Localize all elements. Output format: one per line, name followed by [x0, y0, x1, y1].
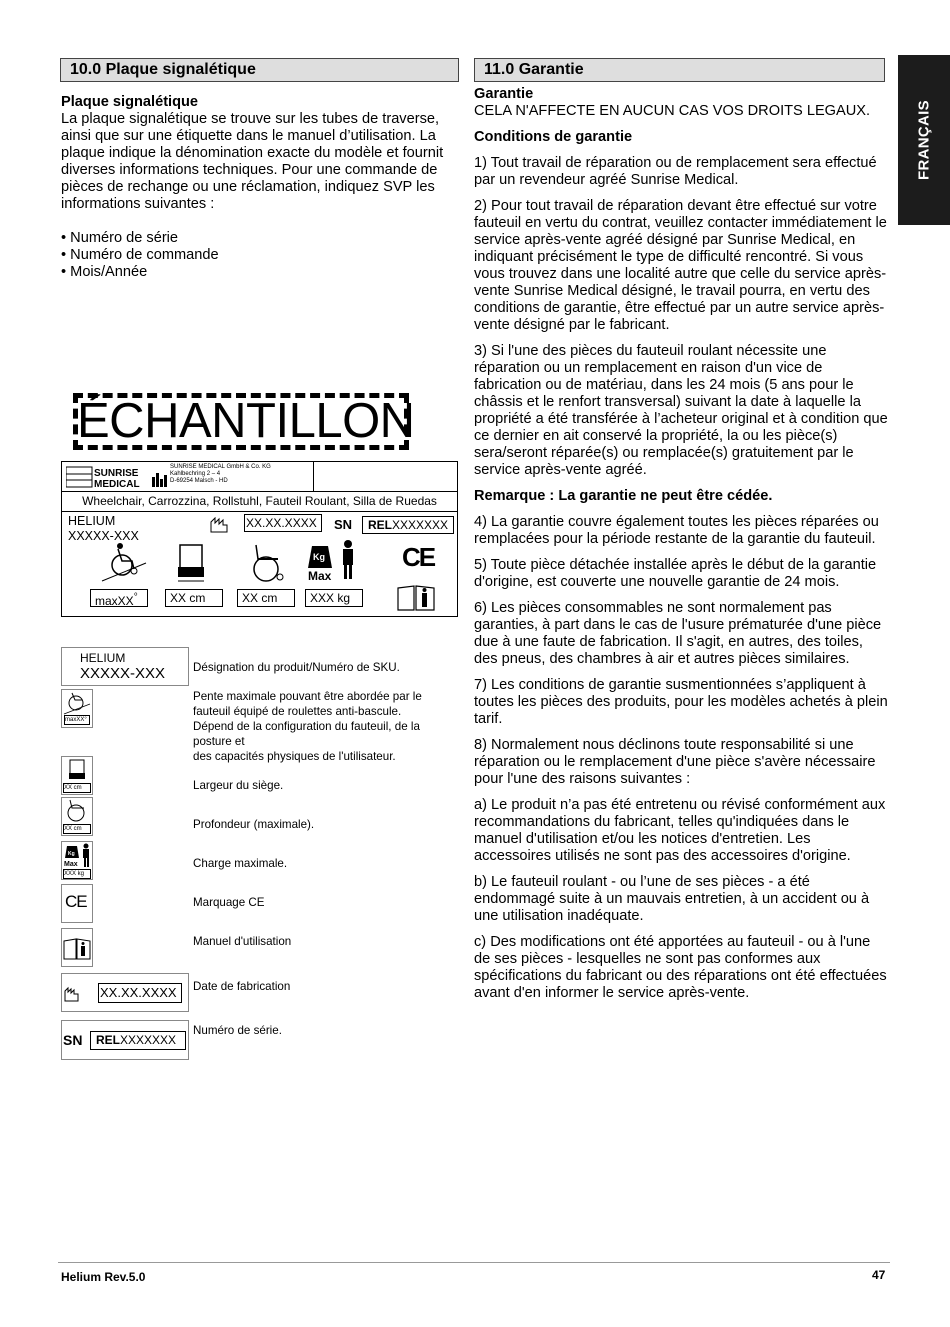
ce-mark-icon: CE [402, 542, 435, 572]
warranty-text-column [474, 86, 888, 1011]
warranty-p7: 7) Les conditions de garantie susmentionnées s’appliquent à toutes les pièces des produits, pour les modèles achetés à plein tarif. [474, 677, 888, 727]
warranty-pc: c) Des modifications ont été apportées au fauteuil - ou à l'une de ses pièces - lesquelles ne sont pas conformes aux spécifications du fabricant ou des réparations ont été effectuées avant d'en informer le service après-vente. [474, 934, 887, 1001]
legend-text-seat-width: Largeur du siège. [193, 779, 284, 792]
legend-slope-icon [61, 689, 93, 728]
legend-rel-box [90, 1031, 186, 1050]
legend-model-icon [61, 647, 189, 686]
nameplate-subtitle: Plaque signalétique [61, 94, 199, 110]
plate-rel [362, 516, 454, 534]
footer-document: Helium Rev.5.0 [61, 1270, 146, 1284]
legend-rel-prefix: REL [96, 1033, 120, 1047]
legend-date-icon [61, 973, 189, 1012]
warranty-p3: 3) Si l'une des pièces du fauteuil roulant nécessite une réparation ou un remplacement en raison d'un vice de fabrication ou de matériau, dans les 24 mois (5 ans pour le châssis et le renfort transversal) suivant la date à laquelle la propriété a été transférée à l’acheteur original et à condition que ce dernier en ait conservé la propriété, la ou les pièce(s) sera/seront réparée(s) ou remplacée(s) gratuitement par le service après-vente agréé. [474, 343, 888, 478]
legend-text-model: Désignation du produit/Numéro de SKU. [193, 661, 400, 674]
legend-slope-label: maxXX° [64, 715, 90, 725]
legend-width-label: XX cm [63, 783, 91, 793]
legend-seat-width-icon [61, 756, 93, 795]
mfr-line-3: D-69254 Malsch - HD [170, 478, 228, 484]
bullet-month-year: • Mois/Année [61, 264, 148, 280]
legend-depth-label: XX cm [63, 824, 91, 834]
legend-max-load-icon [61, 841, 93, 880]
mfr-line-2: Kahlbechring 2 – 4 [170, 471, 221, 477]
legend-text-max-load: Charge maximale. [193, 857, 288, 870]
plate-divider [313, 462, 314, 492]
warranty-pb: b) Le fauteuil roulant - ou l’une de ses pièces - a été endommagé suite à un mauvais entretien, à un accident ou à une utilisation inadéquate. [474, 874, 870, 924]
plate-date: XX.XX.XXXX [244, 514, 322, 532]
plate-max-slope: maxXX° [90, 589, 148, 607]
warranty-pa: a) Le produit n’a pas été entretenu ou révisé conformément aux recommandations du fabricant, telles qu'indiquées dans le manuel d'utilisation et/ou les notices d'entretien. Les accessoires utilisés ne sont pas des accessoires d'origine. [474, 797, 886, 864]
plate-rel-prefix: REL [368, 518, 392, 532]
legend-text-slope [193, 689, 443, 764]
plate-seat-depth: XX cm [237, 589, 295, 607]
conditions-title: Conditions de garantie [474, 129, 633, 145]
manufacturer-address [170, 464, 271, 485]
legend-date-label: XX.XX.XXXX [98, 983, 182, 1003]
svg-text:MEDICAL: MEDICAL [94, 479, 140, 489]
product-types: Wheelchair, Carrozzina, Rollstuhl, Fauteil Roulant, Silla de Ruedas [62, 492, 457, 512]
bullet-order: • Numéro de commande [61, 247, 219, 263]
factory-icon [210, 517, 232, 533]
warranty-p5: 5) Toute pièce détachée installée après le début de la garantie d'origine, est couverte une nouvelle garantie de 24 mois. [474, 557, 877, 590]
svg-text:Kg: Kg [68, 851, 75, 857]
warranty-title: Garantie [474, 86, 534, 102]
language-tab-label: FRANÇAIS [915, 100, 933, 180]
page-number: 47 [872, 1268, 886, 1282]
warranty-rights: CELA N'AFFECTE EN AUCUN CAS VOS DROITS LEGAUX. [474, 103, 871, 119]
plate-model-name: HELIUM [68, 514, 116, 528]
slope-wheelchair-icon [100, 541, 148, 585]
legend-manual-icon [61, 928, 93, 967]
legend-ce-label: CE [65, 892, 87, 911]
max-load-icon [302, 538, 362, 586]
legend-load-label: XXX kg [63, 869, 91, 879]
plate-header-row [62, 462, 457, 492]
legend-rel-value: XXXXXXX [120, 1033, 177, 1047]
legend-serial-icon [61, 1020, 189, 1060]
nameplate-text-column [61, 94, 459, 281]
plate-seat-width: XX cm [165, 589, 223, 607]
legend-model-name: HELIUM [80, 651, 126, 665]
legend-ce-icon [61, 884, 93, 923]
section-header-nameplate: 10.0 Plaque signalétique [60, 58, 459, 82]
mfr-line-1: SUNRISE MEDICAL GmbH & Co. KG [170, 464, 271, 470]
plate-model-sku: XXXXX-XXX [68, 529, 139, 543]
seat-depth-icon [244, 541, 290, 585]
svg-text:Kg: Kg [313, 552, 325, 562]
warranty-p6: 6) Les pièces consommables ne sont normalement pas garanties, à part dans le cas de l'usure prématurée d'une pièce due à une faute de fabrication. Il s'agit, en autres, des toiles, des pneus, des chambres à air et autres pièces similaires. [474, 600, 882, 667]
legend-model-sku: XXXXX-XXX [80, 665, 166, 682]
svg-text:SUNRISE: SUNRISE [94, 468, 139, 479]
legend-text-seat-depth: Profondeur (maximale). [193, 818, 315, 831]
warranty-remark: Remarque : La garantie ne peut être cédée. [474, 488, 773, 504]
seat-width-icon [174, 541, 210, 585]
plate-max-load: XXX kg [305, 589, 363, 607]
footer-divider [58, 1262, 890, 1263]
user-manual-icon [396, 584, 436, 612]
nameplate-illustration [61, 461, 458, 617]
legend-seat-depth-icon [61, 797, 93, 836]
warranty-p8: 8) Normalement nous déclinons toute responsabilité si une réparation ou le remplacement d'une pièce s'avère nécessaire pour l'une des raisons suivantes : [474, 737, 876, 787]
sample-label: ÉCHANTILLON [77, 394, 415, 448]
legend-text-manual: Manuel d'utilisation [193, 935, 292, 948]
info-bullet-list [61, 230, 459, 281]
legend-text-date: Date de fabrication [193, 980, 291, 993]
plate-model [68, 514, 139, 544]
warranty-p4: 4) La garantie couvre également toutes les pièces réparées ou remplacées pour la période restante de la garantie du fauteuil. [474, 514, 879, 547]
legend-text-slope-body: Pente maximale pouvant être abordée par le fauteuil équipé de roulettes anti-bascule. Dépend de la configuration du fauteuil, de la posture et des capacités physiques de l'utilisateur. [193, 690, 422, 763]
svg-text:Max: Max [308, 569, 332, 583]
legend-sn-label: SN [63, 1032, 83, 1048]
language-tab [898, 55, 950, 225]
legend-text-serial: Numéro de série. [193, 1024, 282, 1037]
bullet-serial: • Numéro de série [61, 230, 179, 246]
plate-rel-value: XXXXXXX [392, 518, 449, 532]
plate-sn-label: SN [334, 517, 353, 532]
nameplate-intro: La plaque signalétique se trouve sur les tubes de traverse, ainsi que sur une étiquette dans le manuel d’utilisation. La plaque indique la dénomination exacte du modèle et fournit diverses informations techniques. Pour une commande de pièces de rechange ou une réclamation, indiquez SVP les informations suivantes : [61, 111, 444, 212]
sunrise-medical-logo [66, 465, 170, 489]
legend-text-ce: Marquage CE [193, 896, 265, 909]
section-header-warranty: 11.0 Garantie [474, 58, 885, 82]
svg-text:Max: Max [64, 861, 78, 868]
warranty-p2: 2) Pour tout travail de réparation devant être effectué sur votre fauteuil en vertu du contrat, veuillez contacter immédiatement le service après-vente agréé désigné par Sunrise Medical, en indiquant précisément le type de difficulté rencontré. Si vous vous trouvez dans une localité autre que celle du service après-vente Sunrise Medical désigné, le travail pourra, en vertu des conditions de garantie, être effectué par un autre service après-vente désigné par le fabricant. [474, 198, 887, 333]
warranty-p1: 1) Tout travail de réparation ou de remplacement sera effectué par un revendeur agréé Sunrise Medical. [474, 155, 877, 188]
